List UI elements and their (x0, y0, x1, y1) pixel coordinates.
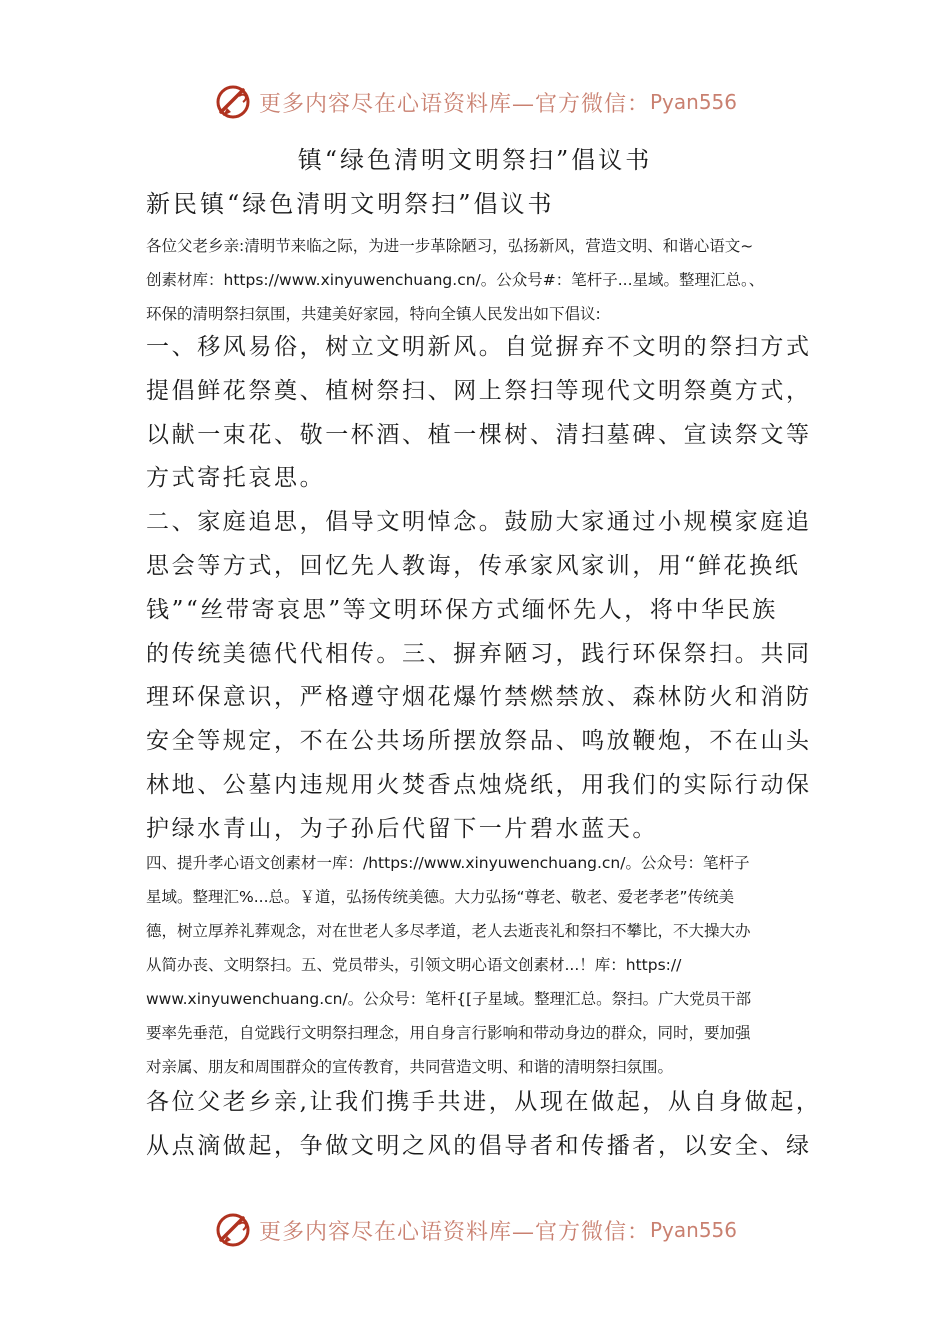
pen-logo-icon (213, 82, 253, 122)
pen-logo-icon (213, 1210, 253, 1250)
section-line: 林地、公墓内违规用火焚香点烛烧纸，用我们的实际行动保 (146, 771, 812, 798)
section-line: 钱”“丝带寄哀思”等文明环保方式缅怀先人，将中华民族 (146, 596, 778, 623)
section4-line: 从简办丧、文明祭扫。五、党员带头，引领文明心语文创素材...！库：https:// (146, 956, 682, 974)
banner-text: 更多内容尽在心语资料库—官方微信： (258, 1219, 650, 1245)
closing-line: 各位父老乡亲,让我们携手共进，从现在做起，从自身做起， (146, 1089, 822, 1115)
intro-paragraph (146, 229, 810, 331)
document-title: 镇“绿色清明文明祭扫”倡议书 (297, 146, 653, 174)
section-line: 理环保意识，严格遵守烟花爆竹禁燃禁放、森林防火和消防 (146, 684, 812, 711)
watermark-banner-top (0, 80, 950, 124)
section-line: 思会等方式，回忆先人教诲，传承家风家训，用“鲜花换纸 (146, 552, 801, 579)
closing-line: 从点滴做起，争做文明之风的倡导者和传播者，以安全、绿 (146, 1132, 812, 1159)
closing-paragraph (146, 1081, 822, 1169)
sections-four-five (146, 846, 810, 1084)
document-subtitle: 新民镇“绿色清明文明祭扫”倡议书 (146, 190, 555, 218)
section4-line: 德，树立厚养礼葬观念，对在世老人多尽孝道，老人去逝丧礼和祭扫不攀比，不大操大办 (146, 922, 751, 940)
sections-one-to-three (146, 326, 810, 852)
banner-wechat-id: Pyan556 (650, 90, 738, 114)
section-line: 安全等规定，不在公共场所摆放祭品、鸣放鞭炮，不在山头 (146, 728, 812, 755)
section4-line: 四、提升孝心语文创素材一库：/https://www.xinyuwenchuang.cn/。公众号：笔杆子 (146, 854, 750, 872)
section-line: 一、移风易俗，树立文明新风。自觉摒弃不文明的祭扫方式 (146, 334, 812, 360)
banner-wechat-id: Pyan556 (650, 1218, 738, 1242)
section4-line: 要率先垂范，自觉践行文明祭扫理念，用自身言行影响和带动身边的群众，同时，要加强 (146, 1024, 751, 1042)
section-line: 以献一束花、敬一杯酒、植一棵树、清扫墓碑、宣读祭文等 (146, 421, 812, 448)
intro-line: 环保的清明祭扫氛围，共建美好家园，特向全镇人民发出如下倡议: (146, 305, 601, 323)
section-line: 护绿水青山，为子孙后代留下一片碧水蓝天。 (146, 815, 658, 842)
section-line: 的传统美德代代相传。三、摒弃陋习，践行环保祭扫。共同 (146, 640, 812, 667)
section4-line: 星域。整理汇%...总。￥道，弘扬传统美德。大力弘扬“尊老、敬老、爱老孝老”传统美 (146, 888, 735, 906)
section4-line: www.xinyuwenchuang.cn/。公众号：笔杆{[子星域。整理汇总。祭扫。广大党员干部 (146, 990, 752, 1008)
watermark-banner-bottom (0, 1208, 950, 1252)
section-line: 提倡鲜花祭奠、植树祭扫、网上祭扫等现代文明祭奠方式， (146, 377, 812, 404)
section4-line: 对亲属、朋友和周围群众的宣传教育，共同营造文明、和谐的清明祭扫氛围。 (146, 1058, 674, 1076)
section-line: 方式寄托哀思。 (146, 465, 326, 492)
banner-text: 更多内容尽在心语资料库—官方微信： (258, 91, 650, 117)
intro-line: 各位父老乡亲:清明节来临之际，为进一步革除陋习，弘扬新风，营造文明、和谐心语文~ (146, 237, 754, 255)
intro-line: 创素材库：https://www.xinyuwenchuang.cn/。公众号#：笔杆子...星域。整理汇总。、 (146, 271, 765, 289)
section-line: 二、家庭追思，倡导文明悼念。鼓励大家通过小规模家庭追 (146, 509, 812, 536)
